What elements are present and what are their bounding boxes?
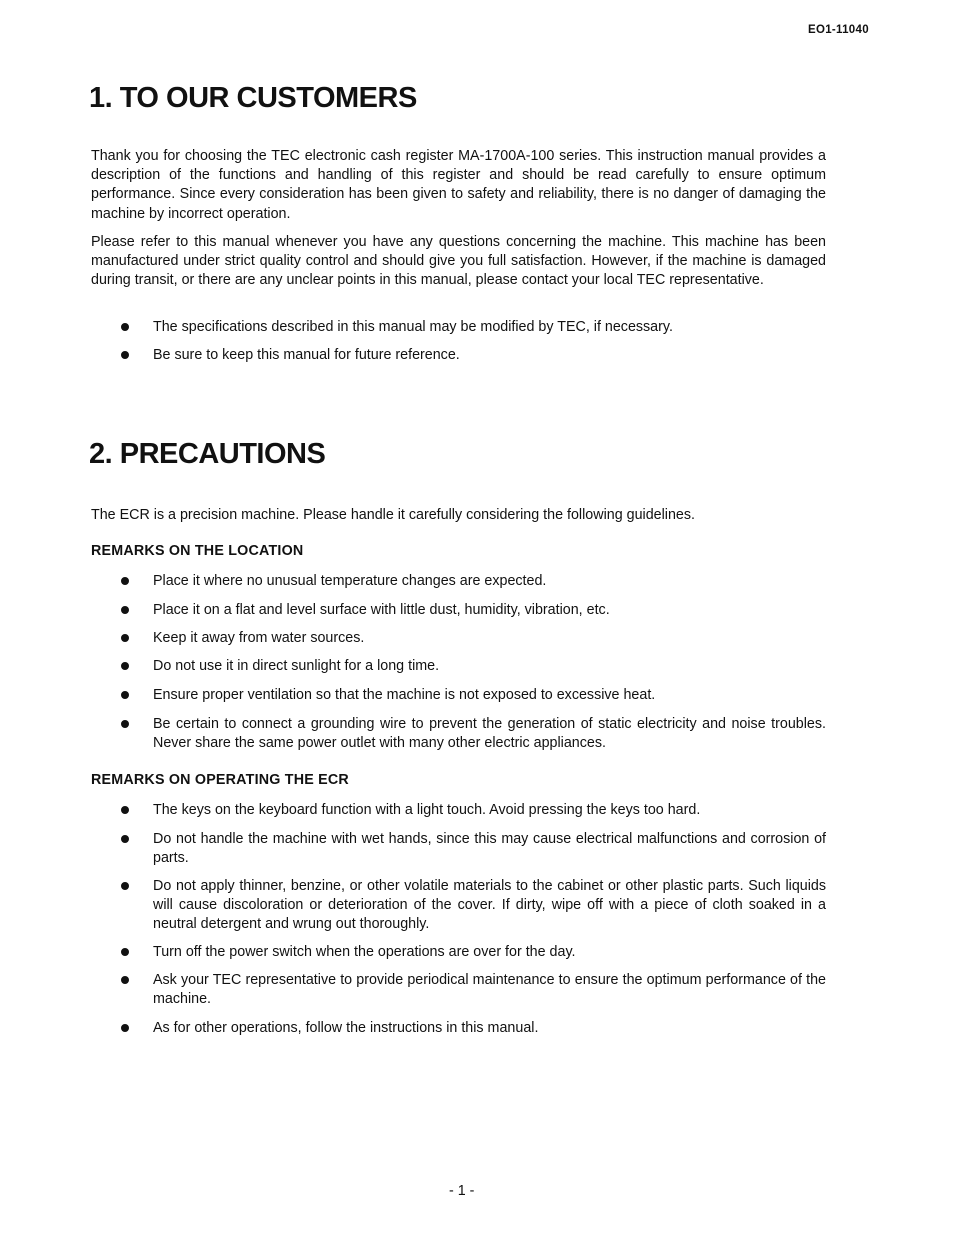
list-item — [121, 971, 826, 1009]
list-item-text: As for other operations, follow the instructions in this manual. — [153, 1020, 539, 1036]
list-item — [121, 318, 826, 337]
list-item — [121, 686, 826, 705]
subheading-location: REMARKS ON THE LOCATION — [91, 543, 304, 559]
bullet-icon — [121, 662, 129, 670]
bullet-icon — [121, 606, 129, 614]
document-code: EO1-11040 — [808, 24, 869, 36]
list-item-text: Place it on a flat and level surface with little dust, humidity, vibration, etc. — [153, 602, 610, 618]
list-item-text: Turn off the power switch when the operations are over for the day. — [153, 944, 576, 960]
bullet-icon — [121, 323, 129, 331]
bullet-icon — [121, 577, 129, 585]
list-item-text: Do not handle the machine with wet hands, since this may cause electrical malfunctions and corrosion of parts. — [153, 831, 826, 866]
subheading-operating: REMARKS ON OPERATING THE ECR — [91, 772, 349, 788]
list-item — [121, 572, 826, 591]
list-item-text: Ask your TEC representative to provide periodical maintenance to ensure the optimum performance of the machine. — [153, 972, 826, 1007]
list-item-text: Be certain to connect a grounding wire to prevent the generation of static electricity and noise troubles. Never share the same power outlet with many other electric appliances. — [153, 716, 826, 751]
list-item-text: The specifications described in this manual may be modified by TEC, if necessary. — [153, 319, 673, 335]
bullet-icon — [121, 720, 129, 728]
bullet-icon — [121, 634, 129, 642]
bullet-icon — [121, 806, 129, 814]
list-item — [121, 346, 826, 365]
paragraph-intro: Thank you for choosing the TEC electronic cash register MA-1700A-100 series. This instruction manual provides a description of the functions and handling of this register and should be read carefully to ensure optimum performance. Since every consideration has been given to safety and reliability, there is no danger of damaging the machine by incorrect operation. — [91, 148, 826, 222]
section-title-customers: 1. TO OUR CUSTOMERS — [89, 82, 417, 114]
bullet-icon — [121, 835, 129, 843]
bullet-icon — [121, 882, 129, 890]
list-item-text: Do not apply thinner, benzine, or other volatile materials to the cabinet or other plastic parts. Such liquids will cause discoloration or deterioration of the cover. If dirty, wipe off with a piece of cloth soaked in a neutral detergent and wrung out thoroughly. — [153, 878, 826, 932]
list-item-text: Place it where no unusual temperature changes are expected. — [153, 573, 547, 589]
list-item — [121, 629, 826, 648]
section-title-precautions: 2. PRECAUTIONS — [89, 438, 326, 470]
list-item-text: Keep it away from water sources. — [153, 630, 365, 646]
bullet-icon — [121, 1024, 129, 1032]
bullet-icon — [121, 976, 129, 984]
list-item-text: Ensure proper ventilation so that the machine is not exposed to excessive heat. — [153, 687, 656, 703]
list-item — [121, 1019, 826, 1038]
list-item-text: Be sure to keep this manual for future reference. — [153, 347, 460, 363]
paragraph-refer: Please refer to this manual whenever you have any questions concerning the machine. This machine has been manufactured under strict quality control and should give you full satisfaction. However, if the machine is damaged during transit, or there are any unclear points in this manual, please contact your local TEC representative. — [91, 234, 826, 289]
list-item — [121, 943, 826, 962]
paragraph-precautions-intro: The ECR is a precision machine. Please handle it carefully considering the following guidelines. — [91, 507, 695, 523]
list-item — [121, 801, 826, 820]
bullet-icon — [121, 351, 129, 359]
bullet-icon — [121, 948, 129, 956]
bullet-icon — [121, 691, 129, 699]
list-item — [121, 601, 826, 620]
list-item — [121, 657, 826, 676]
list-item — [121, 830, 826, 868]
list-item-text: Do not use it in direct sunlight for a long time. — [153, 658, 440, 674]
list-item-text: The keys on the keyboard function with a light touch. Avoid pressing the keys too hard. — [153, 802, 701, 818]
list-item — [121, 877, 826, 934]
page-number: - 1 - — [449, 1183, 475, 1199]
list-item — [121, 715, 826, 753]
